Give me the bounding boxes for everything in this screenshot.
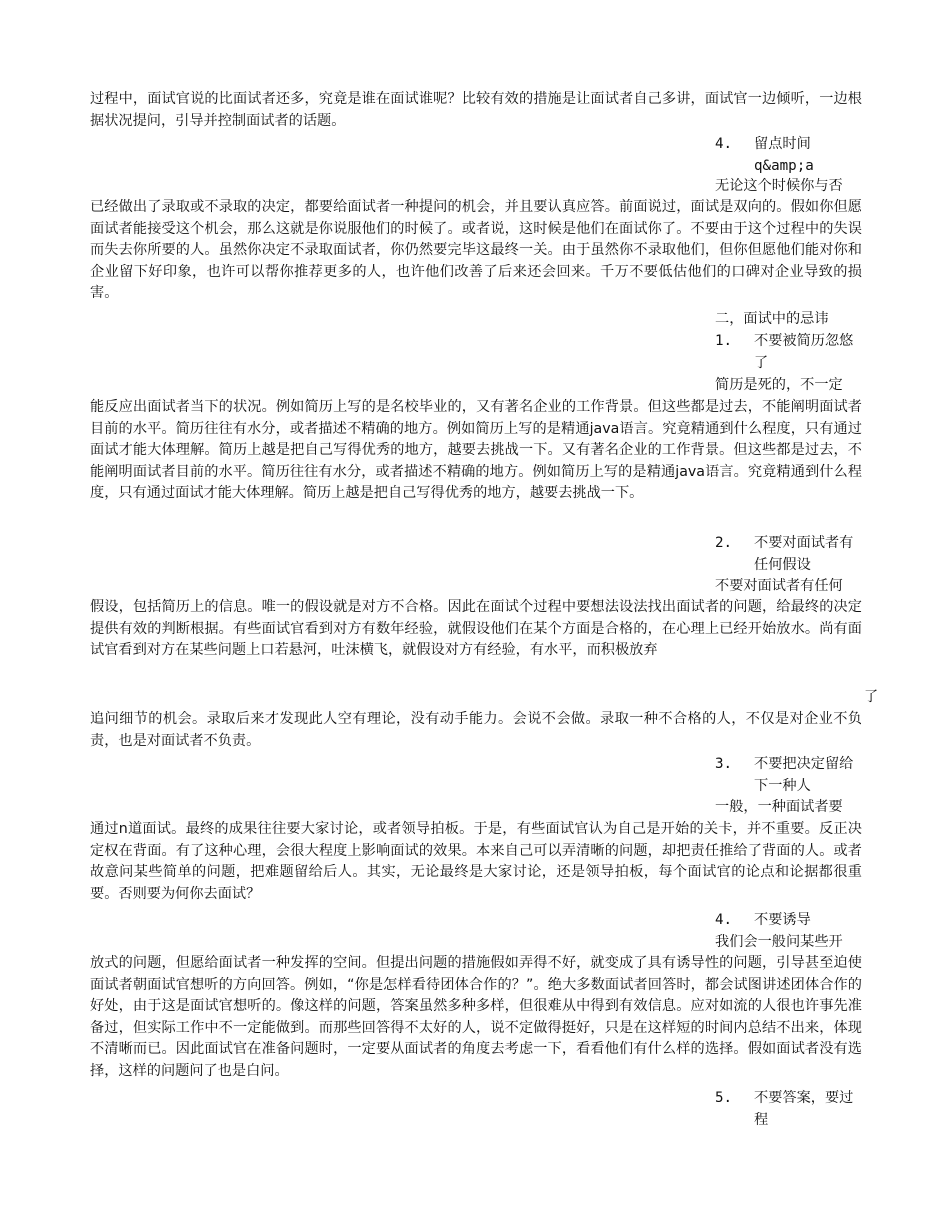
- heading-title: 不要诱导: [754, 912, 811, 928]
- heading-title: 不要对面试者有任何假设: [754, 535, 854, 573]
- heading-title: 不要答案，要过程: [754, 1090, 854, 1128]
- paragraph-lead-taboo-4: 我们会一般问某些开: [715, 934, 843, 950]
- heading-taboo-5: [715, 1088, 865, 1131]
- paragraph-qa: 已经做出了录取或不录取的决定，都要给面试者一种提问的机会，并且要认真应答。前面说过，面试是双向的。假如你但愿面试者能接受这个机会，那么这就是你说服他们的时候了。或者说，这时候是他们在面试你了。不要由于这个过程中的失误而失去你所要的人。虽然你决定不录取面试者，你仍然要完毕这最终一关。由于虽然你不录取他们，但你但愿他们能对你和企业留下好印象，也许可以帮你推荐更多的人，也许他们改善了后来还会回来。千万不要低估他们的口碑对企业导致的损害。: [90, 199, 862, 301]
- heading-number: 5.: [715, 1090, 733, 1106]
- heading-taboo-1: [715, 331, 865, 374]
- heading-taboo-4: [715, 910, 865, 932]
- paragraph-interview-balance: 过程中，面试官说的比面试者还多，究竟是谁在面试谁呢？比较有效的措施是让面试者自己多讲，面试官一边倾听，一边根据状况提问，引导并控制面试者的话题。: [90, 91, 862, 129]
- section-title-taboos: 二，面试中的忌讳: [715, 311, 829, 327]
- heading-title: 不要被简历忽悠了: [754, 333, 854, 371]
- paragraph-lead-taboo-1: 简历是死的，不一定: [715, 377, 843, 393]
- paragraph-lead-taboo-2: 不要对面试者有任何: [715, 578, 843, 594]
- heading-number: 4.: [715, 912, 733, 928]
- heading-subtitle: q&amp;a: [754, 157, 814, 174]
- paragraph-taboo-2: 假设，包括简历上的信息。唯一的假设就是对方不合格。因此在面试个过程中要想法设法找出面试者的问题，给最终的决定提供有效的判断根据。有些面试官看到对方有数年经验，就假设他们在某个方面是合格的，在心理上已经开始放水。尚有面试官看到对方在某些问题上口若悬河，吐沫横飞，就假设对方有经验，有水平，而积极放弃: [90, 599, 862, 658]
- paragraph-taboo-1: 能反应出面试者当下的状况。例如简历上写的是名校毕业的，又有著名企业的工作背景。但这些都是过去，不能阐明面试者目前的水平。简历往往有水分，或者描述不精确的地方。例如简历上写的是精通java语言。究竟精通到什么程度，只有通过面试才能大体理解。简历上越是把自己写得优秀的地方，越要去挑战一下。又有著名企业的工作背景。但这些都是过去，不能阐明面试者目前的水平。简历往往有水分，或者描述不精确的地方。例如简历上写的是精通java语言。究竟精通到什么程度，只有通过面试才能大体理解。简历上越是把自己写得优秀的地方，越要去挑战一下。: [90, 399, 862, 501]
- heading-taboo-3: [715, 754, 865, 797]
- heading-number: 1.: [715, 333, 733, 349]
- heading-number: 3.: [715, 756, 733, 772]
- heading-title: 不要把决定留给下一种人: [754, 756, 854, 794]
- paragraph-lead-taboo-3: 一般，一种面试者要: [715, 799, 843, 815]
- heading-title: 留点时间: [754, 136, 811, 152]
- heading-4-qa: [715, 134, 865, 177]
- paragraph-lead-qa: 无论这个时候你与否: [715, 178, 843, 194]
- heading-taboo-2: [715, 533, 865, 576]
- stray-character: 了: [864, 689, 879, 705]
- heading-number: 4.: [715, 136, 733, 152]
- paragraph-taboo-3: 通过n道面试。最终的成果往往要大家讨论，或者领导拍板。于是，有些面试官认为自己是开始的关卡，并不重要。反正决定权在背面。有了这种心理，会很大程度上影响面试的效果。本来自己可以弄清晰的问题，却把责任推给了背面的人。或者故意问某些简单的问题，把难题留给后人。其实，无论最终是大家讨论，还是领导拍板，每个面试官的论点和论据都很重要。否则要为何你去面试？: [90, 821, 862, 902]
- paragraph-taboo-2-continued: 追问细节的机会。录取后来才发现此人空有理论，没有动手能力。会说不会做。录取一种不合格的人，不仅是对企业不负责，也是对面试者不负责。: [90, 711, 862, 749]
- paragraph-taboo-4: 放式的问题，但愿给面试者一种发挥的空间。但提出问题的措施假如弄得不好，就变成了具有诱导性的问题，引导甚至迫使面试者朝面试官想听的方向回答。例如，“你是怎样看待团体合作的？”。绝大多数面试者回答时，都会试图讲述团体合作的好处，由于这是面试官想听的。像这样的问题，答案虽然多种多样，但很难从中得到有效信息。应对如流的人很也许事先准备过，但实际工作中不一定能做到。而那些回答得不太好的人，说不定做得挺好，只是在这样短的时间内总结不出来，体现不清晰而已。因此面试官在准备问题时，一定要从面试者的角度去考虑一下，看看他们有什么样的选择。假如面试者没有选择，这样的问题问了也是白问。: [90, 955, 862, 1079]
- heading-number: 2.: [715, 535, 733, 551]
